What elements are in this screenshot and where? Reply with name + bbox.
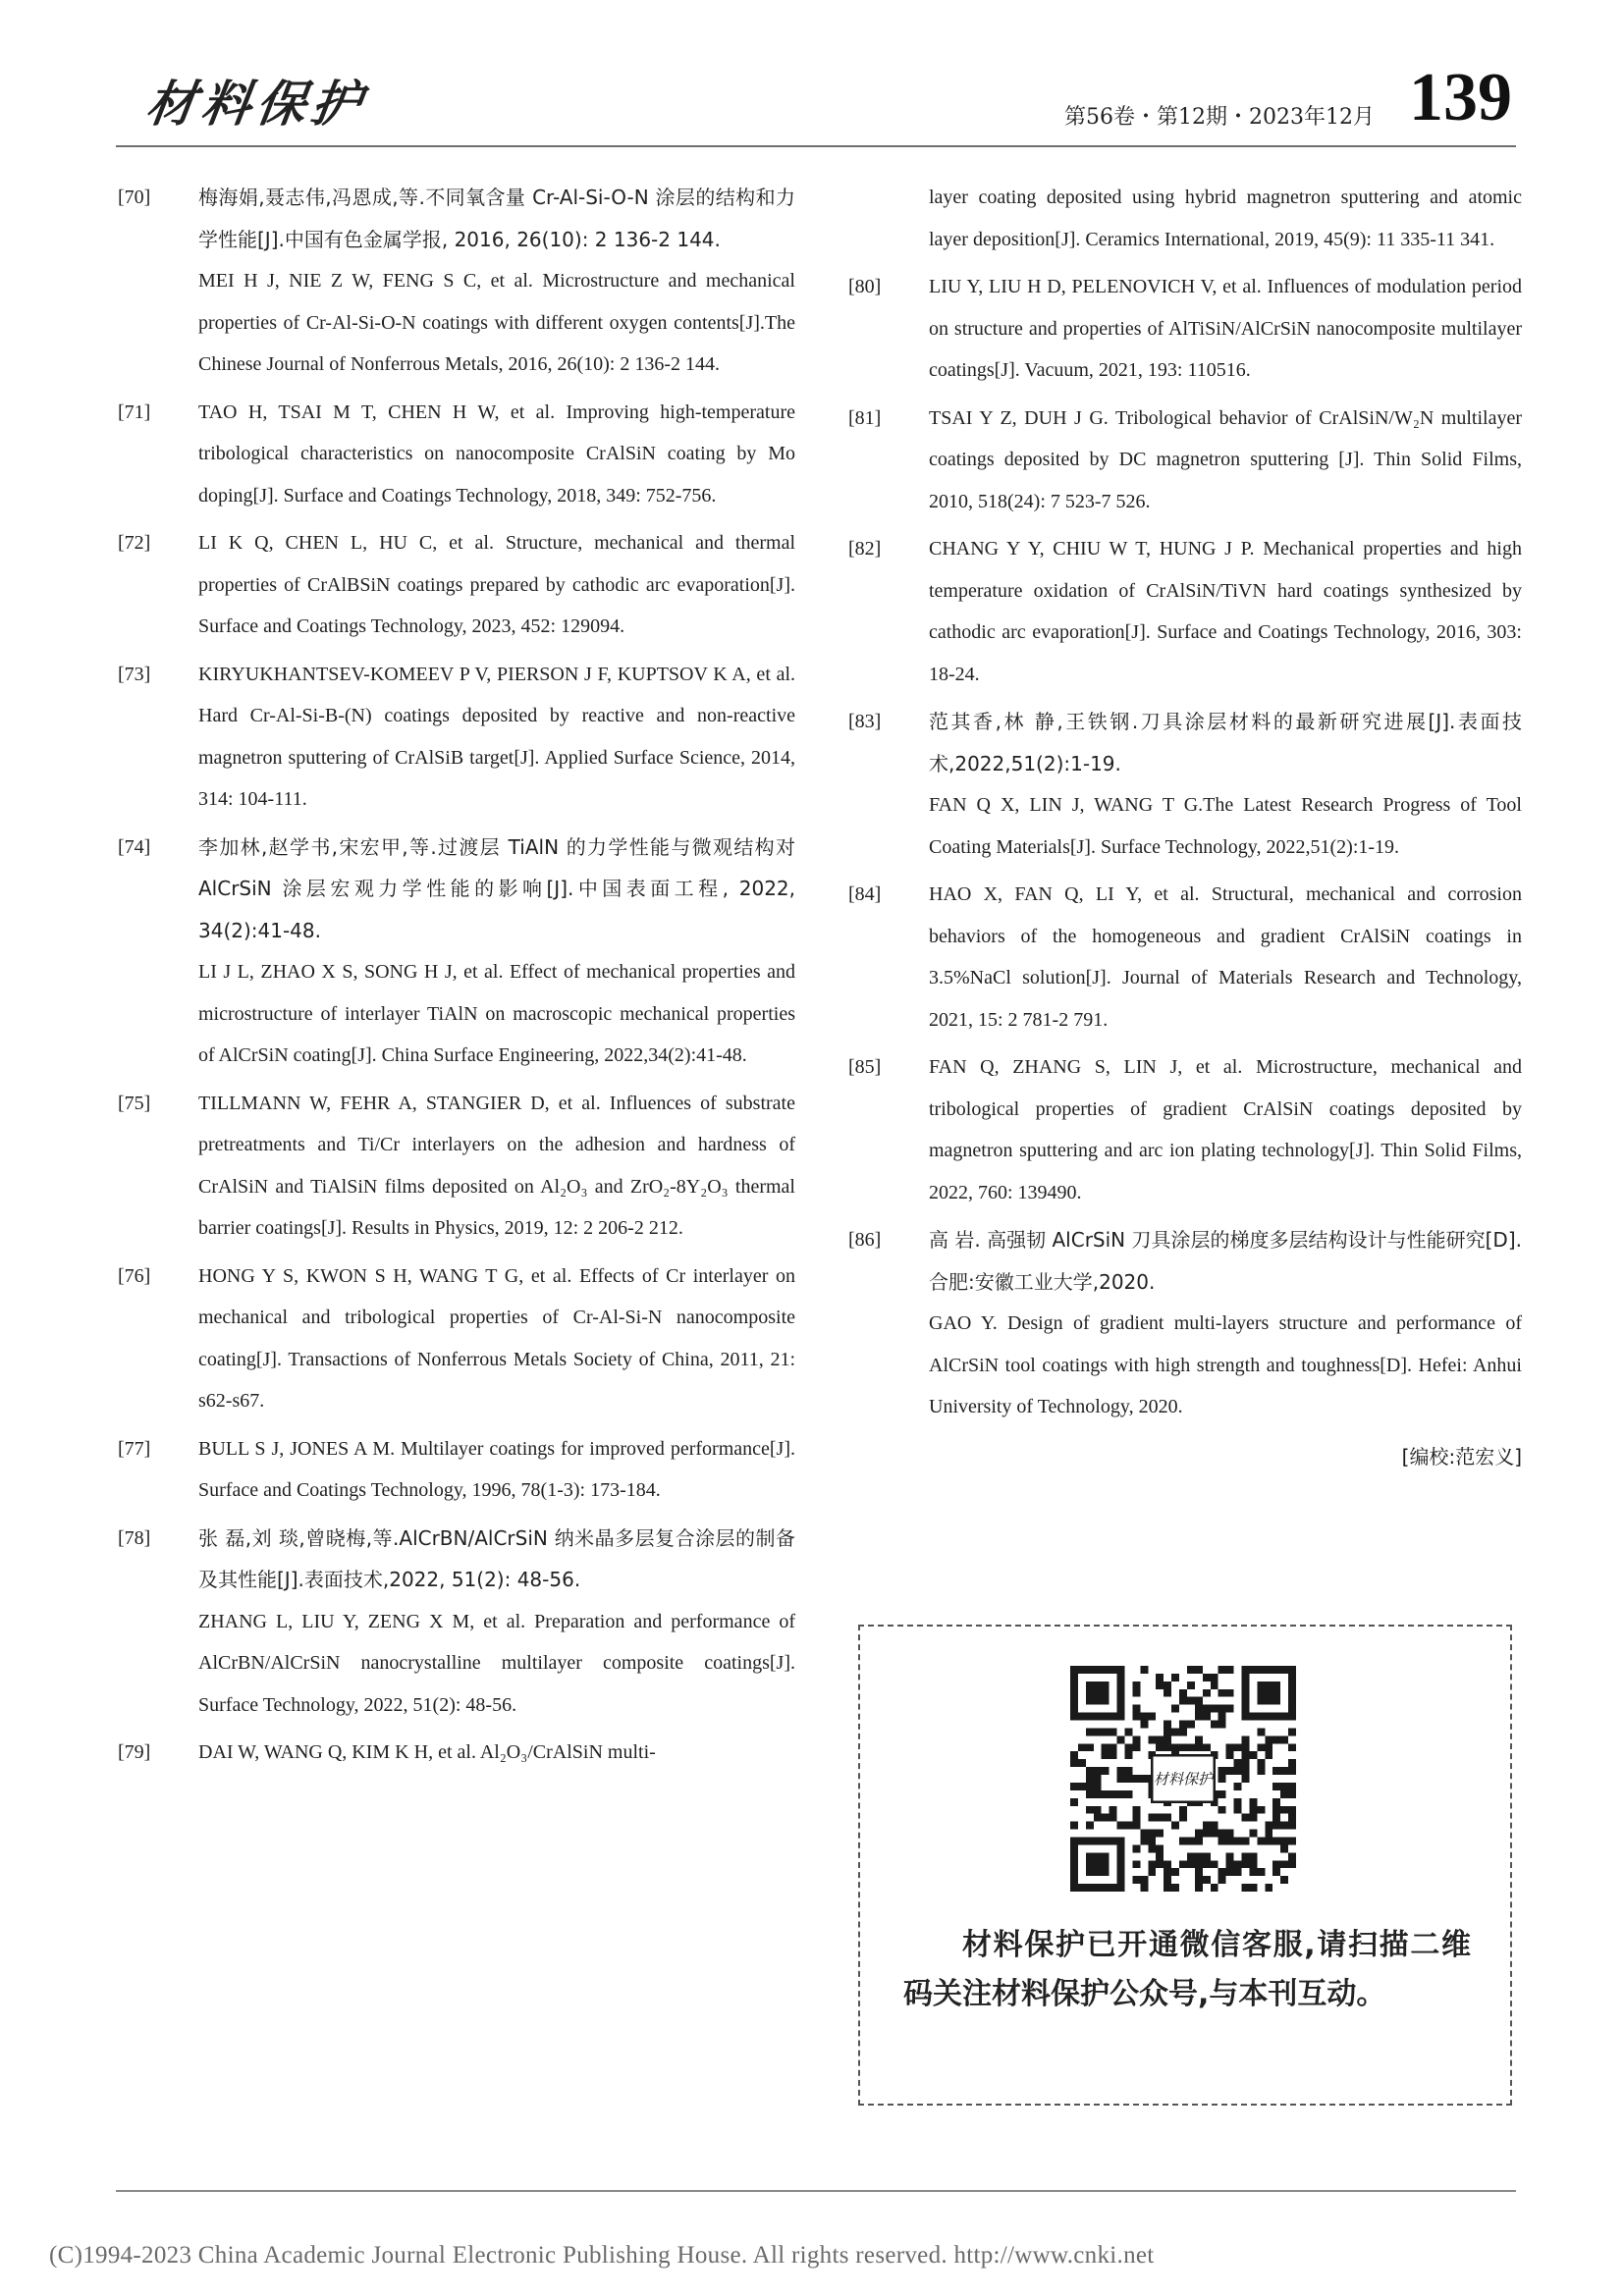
qr-logo: 材料保护 [1153,1770,1214,1789]
reference-number: [74] [118,835,151,858]
reference-number: [73] [118,663,151,685]
reference-text-chinese: 高 岩. 高强韧 AlCrSiN 刀具涂层的梯度多层结构设计与性能研究[D]. 合肥:安徽工业大学,2020. [929,1228,1522,1294]
reference-entry [848,1219,1522,1428]
reference-text-chinese: 梅海娟,聂志伟,冯恩成,等.不同氧含量 Cr-Al-Si-O-N 涂层的结构和力学性能[J].中国有色金属学报, 2016, 26(10): 2 136-2 144. [198,186,795,251]
reference-entry [118,1428,795,1512]
reference-text: LI K Q, CHEN L, HU C, et al. Structure, mechanical and thermal properties of CrAlBSiN coatings prepared by cathodic arc evaporation[J]. Surface and Coatings Technology, 2023, 452: 129094. [198,532,795,637]
reference-text: TILLMANN W, FEHR A, STANGIER D, et al. Influences of substrate pretreatments and Ti/Cr interlayers on the adhesion and hardness of CrAlSiN and TiAlSiN films deposited on Al₂O₃ and ZrO₂-8Y₂O₃ thermal barrier coatings[J]. Results in Physics, 2019, 12: 2 206-2 212. [198,1092,795,1239]
reference-entry [118,392,795,517]
reference-text: GAO Y. Design of gradient multi-layers structure and performance of AlCrSiN tool coatings with high strength and toughness[D]. Hefei: Anhui University of Technology, 2020. [929,1312,1522,1417]
reference-entry [848,874,1522,1041]
reference-text-chinese: 李加林,赵学书,宋宏甲,等.过渡层 TiAlN 的力学性能与微观结构对 AlCrSiN 涂层宏观力学性能的影响[J].中国表面工程, 2022, 34(2):41-48. [198,834,795,942]
references-right-column [848,177,1522,1477]
reference-text: BULL S J, JONES A M. Multilayer coatings for improved performance[J]. Surface and Coatings Technology, 1996, 78(1-3): 173-184. [198,1437,795,1501]
reference-number: [76] [118,1264,151,1287]
reference-text: LIU Y, LIU H D, PELENOVICH V, et al. Influences of modulation period on structure and properties of AlTiSiN/AlCrSiN nanocomposite multilayer coatings[J]. Vacuum, 2021, 193: 110516. [929,276,1522,381]
reference-text: FAN Q, ZHANG S, LIN J, et al. Microstructure, mechanical and tribological properties of gradient CrAlSiN coatings deposited by magnetron sputtering and arc ion plating technology[J]. Thin Solid Films, 2022, 760: 139490. [929,1056,1522,1203]
page-header [118,57,1512,139]
reference-number: [80] [848,276,882,297]
reference-text: TSAI Y Z, DUH J G. Tribological behavior of CrAlSiN/W₂N multilayer coatings deposited by DC magnetron sputtering [J]. Thin Solid Films, 2010, 518(24): 7 523-7 526. [929,406,1522,512]
reference-entry [848,528,1522,695]
reference-entry [848,266,1522,392]
reference-continuation: layer coating deposited using hybrid magnetron sputtering and atomic layer deposition[J]. Ceramics International, 2019, 45(9): 11 335-11 341. [929,187,1522,250]
reference-text: FAN Q X, LIN J, WANG T G.The Latest Research Progress of Tool Coating Materials[J]. Surface Technology, 2022,51(2):1-19. [929,794,1522,858]
reference-text: LI J L, ZHAO X S, SONG H J, et al. Effect of mechanical properties and microstructure of interlayer TiAlN on macroscopic mechanical properties of AlCrSiN coating[J]. China Surface Engineering, 2022,34(2):41-48. [198,961,795,1066]
reference-entry [118,177,795,386]
reference-number: [81] [848,406,882,429]
reference-entry [848,701,1522,868]
reference-number: [72] [118,532,151,554]
reference-entry [118,1518,795,1727]
header-rule [116,145,1516,147]
footer-rule [116,2190,1516,2192]
reference-text: KIRYUKHANTSEV-KOMEEV P V, PIERSON J F, KUPTSOV K A, et al. Hard Cr-Al-Si-B-(N) coatings deposited by reactive and non-reactive magnetron sputtering of CrAlSiB target[J]. Applied Surface Science, 2014, 314: 104-111. [198,663,795,810]
reference-number: [75] [118,1092,151,1114]
reference-number: [82] [848,538,882,560]
reference-text-chinese: 张 磊,刘 琰,曾晓梅,等.AlCrBN/AlCrSiN 纳米晶多层复合涂层的制备及其性能[J].表面技术,2022, 51(2): 48-56. [198,1525,795,1591]
qr-code[interactable] [1070,1666,1296,1892]
wechat-promo-box [858,1625,1512,2106]
references-left-column [118,177,795,1780]
reference-text: ZHANG L, LIU Y, ZENG X M, et al. Preparation and performance of AlCrBN/AlCrSiN nanocrystalline multilayer composite coatings[J]. Surface Technology, 2022, 51(2): 48-56. [198,1610,795,1716]
reference-entry [118,522,795,648]
reference-text: DAI W, WANG Q, KIM K H, et al. Al₂O₃/CrAlSiN multi- [198,1741,656,1763]
reference-entry [118,827,795,1077]
copyright-notice: (C)1994-2023 China Academic Journal Electronic Publishing House. All rights reserved. http://www.cnki.net [49,2242,1155,2269]
reference-number: [85] [848,1056,882,1078]
reference-entry [118,1083,795,1250]
editor-note: [编校:范宏义] [1401,1444,1522,1468]
reference-number: [86] [848,1229,882,1251]
reference-text: HAO X, FAN Q, LI Y, et al. Structural, mechanical and corrosion behaviors of the homogeneous and gradient CrAlSiN coatings in 3.5%NaCl solution[J]. Journal of Materials Research and Technology, 2021, 15: 2 781-2 791. [929,883,1522,1031]
reference-entry [848,398,1522,523]
reference-text: MEI H J, NIE Z W, FENG S C, et al. Microstructure and mechanical properties of Cr-Al-Si-O-N coatings with different oxygen contents[J].The Chinese Journal of Nonferrous Metals, 2016, 26(10): 2 136-2 144. [198,270,795,375]
reference-text: CHANG Y Y, CHIU W T, HUNG J P. Mechanical properties and high temperature oxidation of CrAlSiN/TiVN hard coatings synthesized by cathodic arc evaporation[J]. Surface and Coatings Technology, 2016, 303: 18-24. [929,538,1522,685]
reference-number: [78] [118,1526,151,1549]
reference-number: [71] [118,400,151,423]
reference-entry [118,1255,795,1422]
reference-text: HONG Y S, KWON S H, WANG T G, et al. Effects of Cr interlayer on mechanical and tribological properties of Cr-Al-Si-N nanocomposite coating[J]. Transactions of Nonferrous Metals Society of China, 2011, 21: s62-s67. [198,1264,795,1412]
reference-entry [118,1732,795,1774]
reference-number: [83] [848,711,882,732]
reference-entry [848,1046,1522,1213]
reference-number: [79] [118,1741,151,1763]
journal-logo: 材料保护 [142,75,371,133]
reference-number: [84] [848,883,882,905]
issue-info: 第56卷・第12期・2023年12月 [1064,105,1375,130]
reference-number: [77] [118,1437,151,1460]
page-number: 139 [1409,60,1512,135]
wechat-caption: 材料保护已开通微信客服,请扫描二维码关注材料保护公众号,与本刊互动。 [903,1928,1471,2011]
reference-text: TAO H, TSAI M T, CHEN H W, et al. Improving high-temperature tribological characteristics on nanocomposite CrAlSiN coating by Mo doping[J]. Surface and Coatings Technology, 2018, 349: 752-756. [198,400,795,507]
reference-text-chinese: 范其香,林 静,王铁钢.刀具涂层材料的最新研究进展[J].表面技术,2022,51(2):1-19. [929,710,1522,775]
reference-number: [70] [118,187,151,208]
reference-entry [118,654,795,821]
